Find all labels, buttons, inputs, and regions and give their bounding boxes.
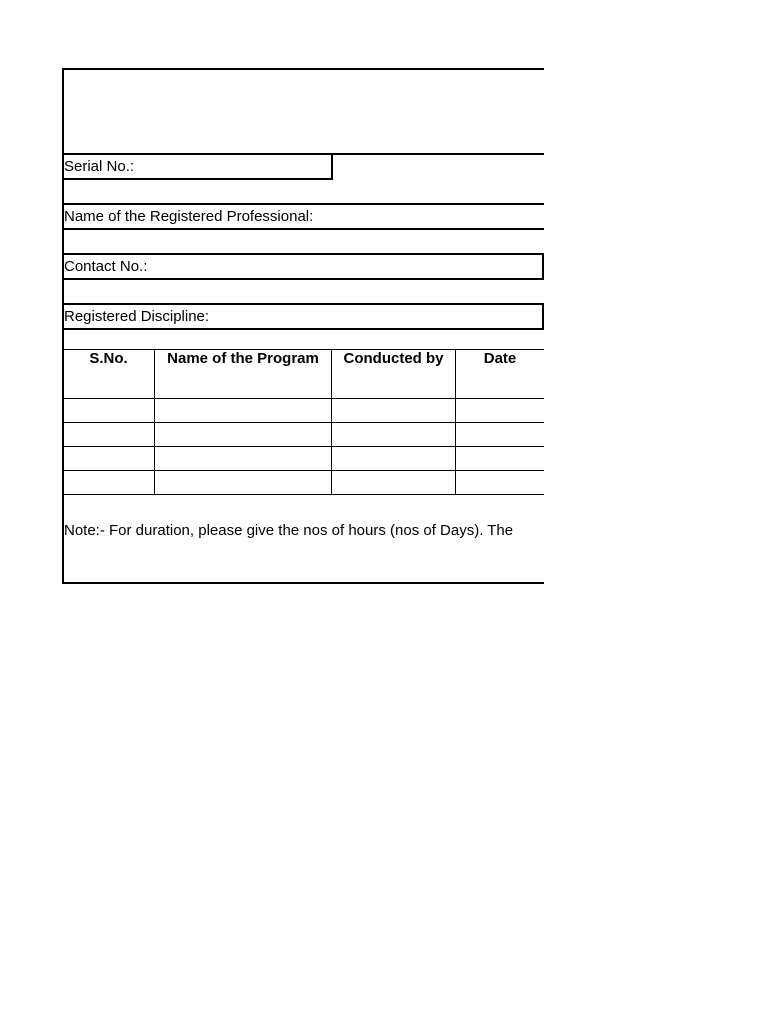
- registered-professional-name-label: Name of the Registered Professional:: [64, 208, 314, 225]
- table-cell[interactable]: [456, 471, 545, 495]
- table-cell[interactable]: [332, 447, 456, 471]
- table-cell[interactable]: [63, 399, 155, 423]
- contact-number-label: Contact No.:: [64, 258, 148, 275]
- column-header-date: Date: [456, 350, 545, 399]
- table-cell[interactable]: [456, 423, 545, 447]
- table-cell[interactable]: [332, 399, 456, 423]
- name-row-bottom: [62, 228, 544, 230]
- registered-discipline-label: Registered Discipline:: [64, 308, 210, 325]
- form-sheet: [62, 68, 544, 584]
- table-cell[interactable]: [155, 471, 332, 495]
- bottom-border: [62, 582, 544, 584]
- table-cell[interactable]: [63, 423, 155, 447]
- serial-row-top: [62, 153, 544, 155]
- contact-box-right: [542, 253, 544, 280]
- column-header-sno: S.No.: [63, 350, 155, 399]
- table-row: [63, 423, 545, 447]
- table-cell[interactable]: [456, 447, 545, 471]
- table-row: [63, 471, 545, 495]
- discipline-row-top: [62, 303, 544, 305]
- column-header-program-name: Name of the Program: [155, 350, 332, 399]
- table-cell[interactable]: [155, 399, 332, 423]
- column-header-conducted-by: Conducted by: [332, 350, 456, 399]
- name-row-top: [62, 203, 544, 205]
- discipline-row-bottom: [62, 328, 544, 330]
- discipline-box-right: [542, 303, 544, 330]
- table-cell[interactable]: [332, 423, 456, 447]
- duration-note: Note:- For duration, please give the nos of hours (nos of Days). The: [64, 522, 514, 539]
- table-row: [63, 399, 545, 423]
- top-border: [62, 68, 544, 70]
- contact-row-top: [62, 253, 544, 255]
- table-cell[interactable]: [332, 471, 456, 495]
- table-cell[interactable]: [456, 399, 545, 423]
- table-row: [63, 447, 545, 471]
- table-header-row: [63, 350, 545, 399]
- table-cell[interactable]: [63, 447, 155, 471]
- serial-box-bottom: [62, 178, 333, 180]
- contact-row-bottom: [62, 278, 544, 280]
- table-cell[interactable]: [155, 423, 332, 447]
- table-cell[interactable]: [63, 471, 155, 495]
- serial-box-right: [331, 153, 333, 180]
- table-cell[interactable]: [155, 447, 332, 471]
- serial-number-label: Serial No.:: [64, 158, 135, 175]
- program-table: [62, 349, 544, 495]
